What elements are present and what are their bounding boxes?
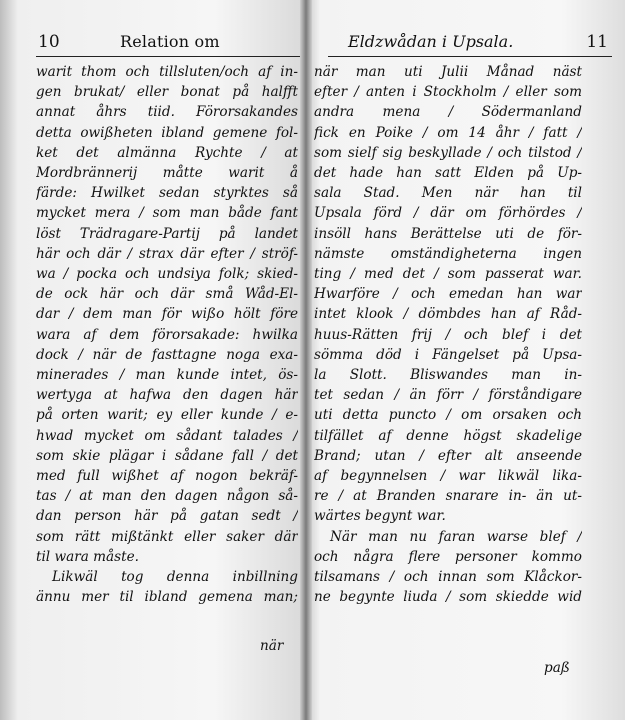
text-line: re / at Branden snarare in- än ut- — [314, 488, 582, 505]
right-body-text — [314, 62, 582, 607]
text-line: det hade han satt Elden på Up- — [314, 165, 582, 182]
text-line: annat åhrs tiid. Förorsakandes — [36, 104, 298, 121]
right-catchword: paß — [544, 660, 570, 676]
text-line: och några flere personer kommo — [314, 548, 582, 565]
text-line: af begynnelsen / war likwäl lika- — [314, 468, 582, 485]
left-page-header — [38, 32, 300, 56]
right-running-title: Eldzwådan i Upsala. — [348, 32, 514, 51]
text-line: sömma död i Fängelset på Upsa- — [314, 346, 582, 363]
right-page-header — [342, 32, 612, 56]
text-line: huus-Rätten frij / och blef i det — [314, 326, 582, 343]
right-page — [306, 0, 625, 720]
text-line: som sielf sig beskyllade / och tilstod / — [314, 144, 582, 161]
text-line: med full wißhet af nogon bekräf- — [36, 468, 298, 485]
text-line: Upsala förd / där om förhördes / — [314, 205, 582, 222]
text-line: dan person här på gatan sedt / — [36, 508, 298, 525]
text-line: hwad mycket om sådant talades / — [36, 427, 298, 444]
text-line: efter / anten i Stockholm / eller som — [314, 84, 582, 101]
text-line: nämste omständigheterna ingen — [314, 245, 582, 262]
left-header-rule — [36, 56, 300, 57]
text-line: Likwäl tog denna inbillning — [52, 569, 298, 586]
text-line: de ock här och där små Wåd-El- — [36, 286, 298, 303]
text-line: wa / pocka och undsiya folk; skied- — [36, 266, 298, 283]
text-line: wertyga at hafwa den dagen här — [36, 387, 298, 404]
text-line: wärtes begynt war. — [314, 508, 446, 525]
text-line: ännu mer til ibland gemena man; — [36, 589, 298, 606]
text-line: til wara måste. — [36, 548, 139, 565]
left-page-number: 10 — [38, 32, 60, 52]
text-line: sala Stad. Men när han til — [314, 185, 582, 202]
right-header-rule — [328, 56, 612, 57]
text-line: detta owißheten ibland gemene fol- — [36, 124, 298, 141]
text-line: Mordbrännerij måtte warit å — [36, 165, 298, 182]
text-line: dock / när de fasttagne noga exa- — [36, 346, 298, 363]
text-line: wara af dem förorsakade: hwilka — [36, 326, 298, 343]
text-line: andra mena / Södermanland — [314, 104, 582, 121]
text-line: uti detta puncto / om orsaken och — [314, 407, 582, 424]
left-page — [0, 0, 306, 720]
text-line: När man nu faran warse blef / — [330, 528, 582, 545]
text-line: tet sedan / än förr / förståndigare — [314, 387, 582, 404]
text-line: ne begynte liuda / som skiedde wid — [314, 589, 582, 606]
left-catchword: när — [260, 638, 284, 654]
text-line: på orten warit; ey eller kunde / e- — [36, 407, 298, 424]
text-line: här och där / strax där efter / ströf- — [36, 245, 298, 262]
text-line: Hwarföre / och emedan han war — [314, 286, 582, 303]
text-line: löst Trädragare-Partij på landet — [36, 225, 298, 242]
text-line: intet klook / dömbdes han af Råd- — [314, 306, 582, 323]
text-line: dar / dem man för wißo hölt före — [36, 306, 298, 323]
text-line: insöll hans Berättelse uti de för- — [314, 225, 582, 242]
text-line: fick en Poike / om 14 åhr / fatt / — [314, 124, 582, 141]
left-running-title: Relation om — [120, 32, 220, 51]
text-line: warit thom och tillsluten/och af in- — [36, 64, 298, 80]
text-line: som skie plägar i sådane fall / det — [36, 447, 298, 464]
text-line: minerades / man kunde intet, ös- — [36, 367, 298, 384]
text-line: mycket mera / som man både fant — [36, 205, 298, 222]
text-line: när man uti Julii Månad näst — [314, 64, 582, 80]
left-body-text — [36, 62, 298, 607]
text-line: tilfället af denne högst skadelige — [314, 427, 582, 444]
text-line: som rätt mißtänkt eller saker där — [36, 528, 298, 545]
text-line: färde: Hwilket sedan styrktes så — [36, 185, 298, 202]
text-line: tilsamans / och innan som Klåckor- — [314, 569, 582, 586]
text-line: gen brukat/ eller bonat på halfft — [36, 84, 298, 101]
text-line: ting / med det / som passerat war. — [314, 266, 582, 283]
text-line: la Slott. Bliswandes man in- — [314, 367, 582, 384]
text-line: ket det almänna Rychte / at — [36, 144, 298, 161]
text-line: Brand; utan / efter alt anseende — [314, 447, 582, 464]
text-line: tas / at man den dagen någon så- — [36, 488, 298, 505]
right-page-number: 11 — [586, 32, 608, 52]
book-gutter — [300, 0, 312, 720]
